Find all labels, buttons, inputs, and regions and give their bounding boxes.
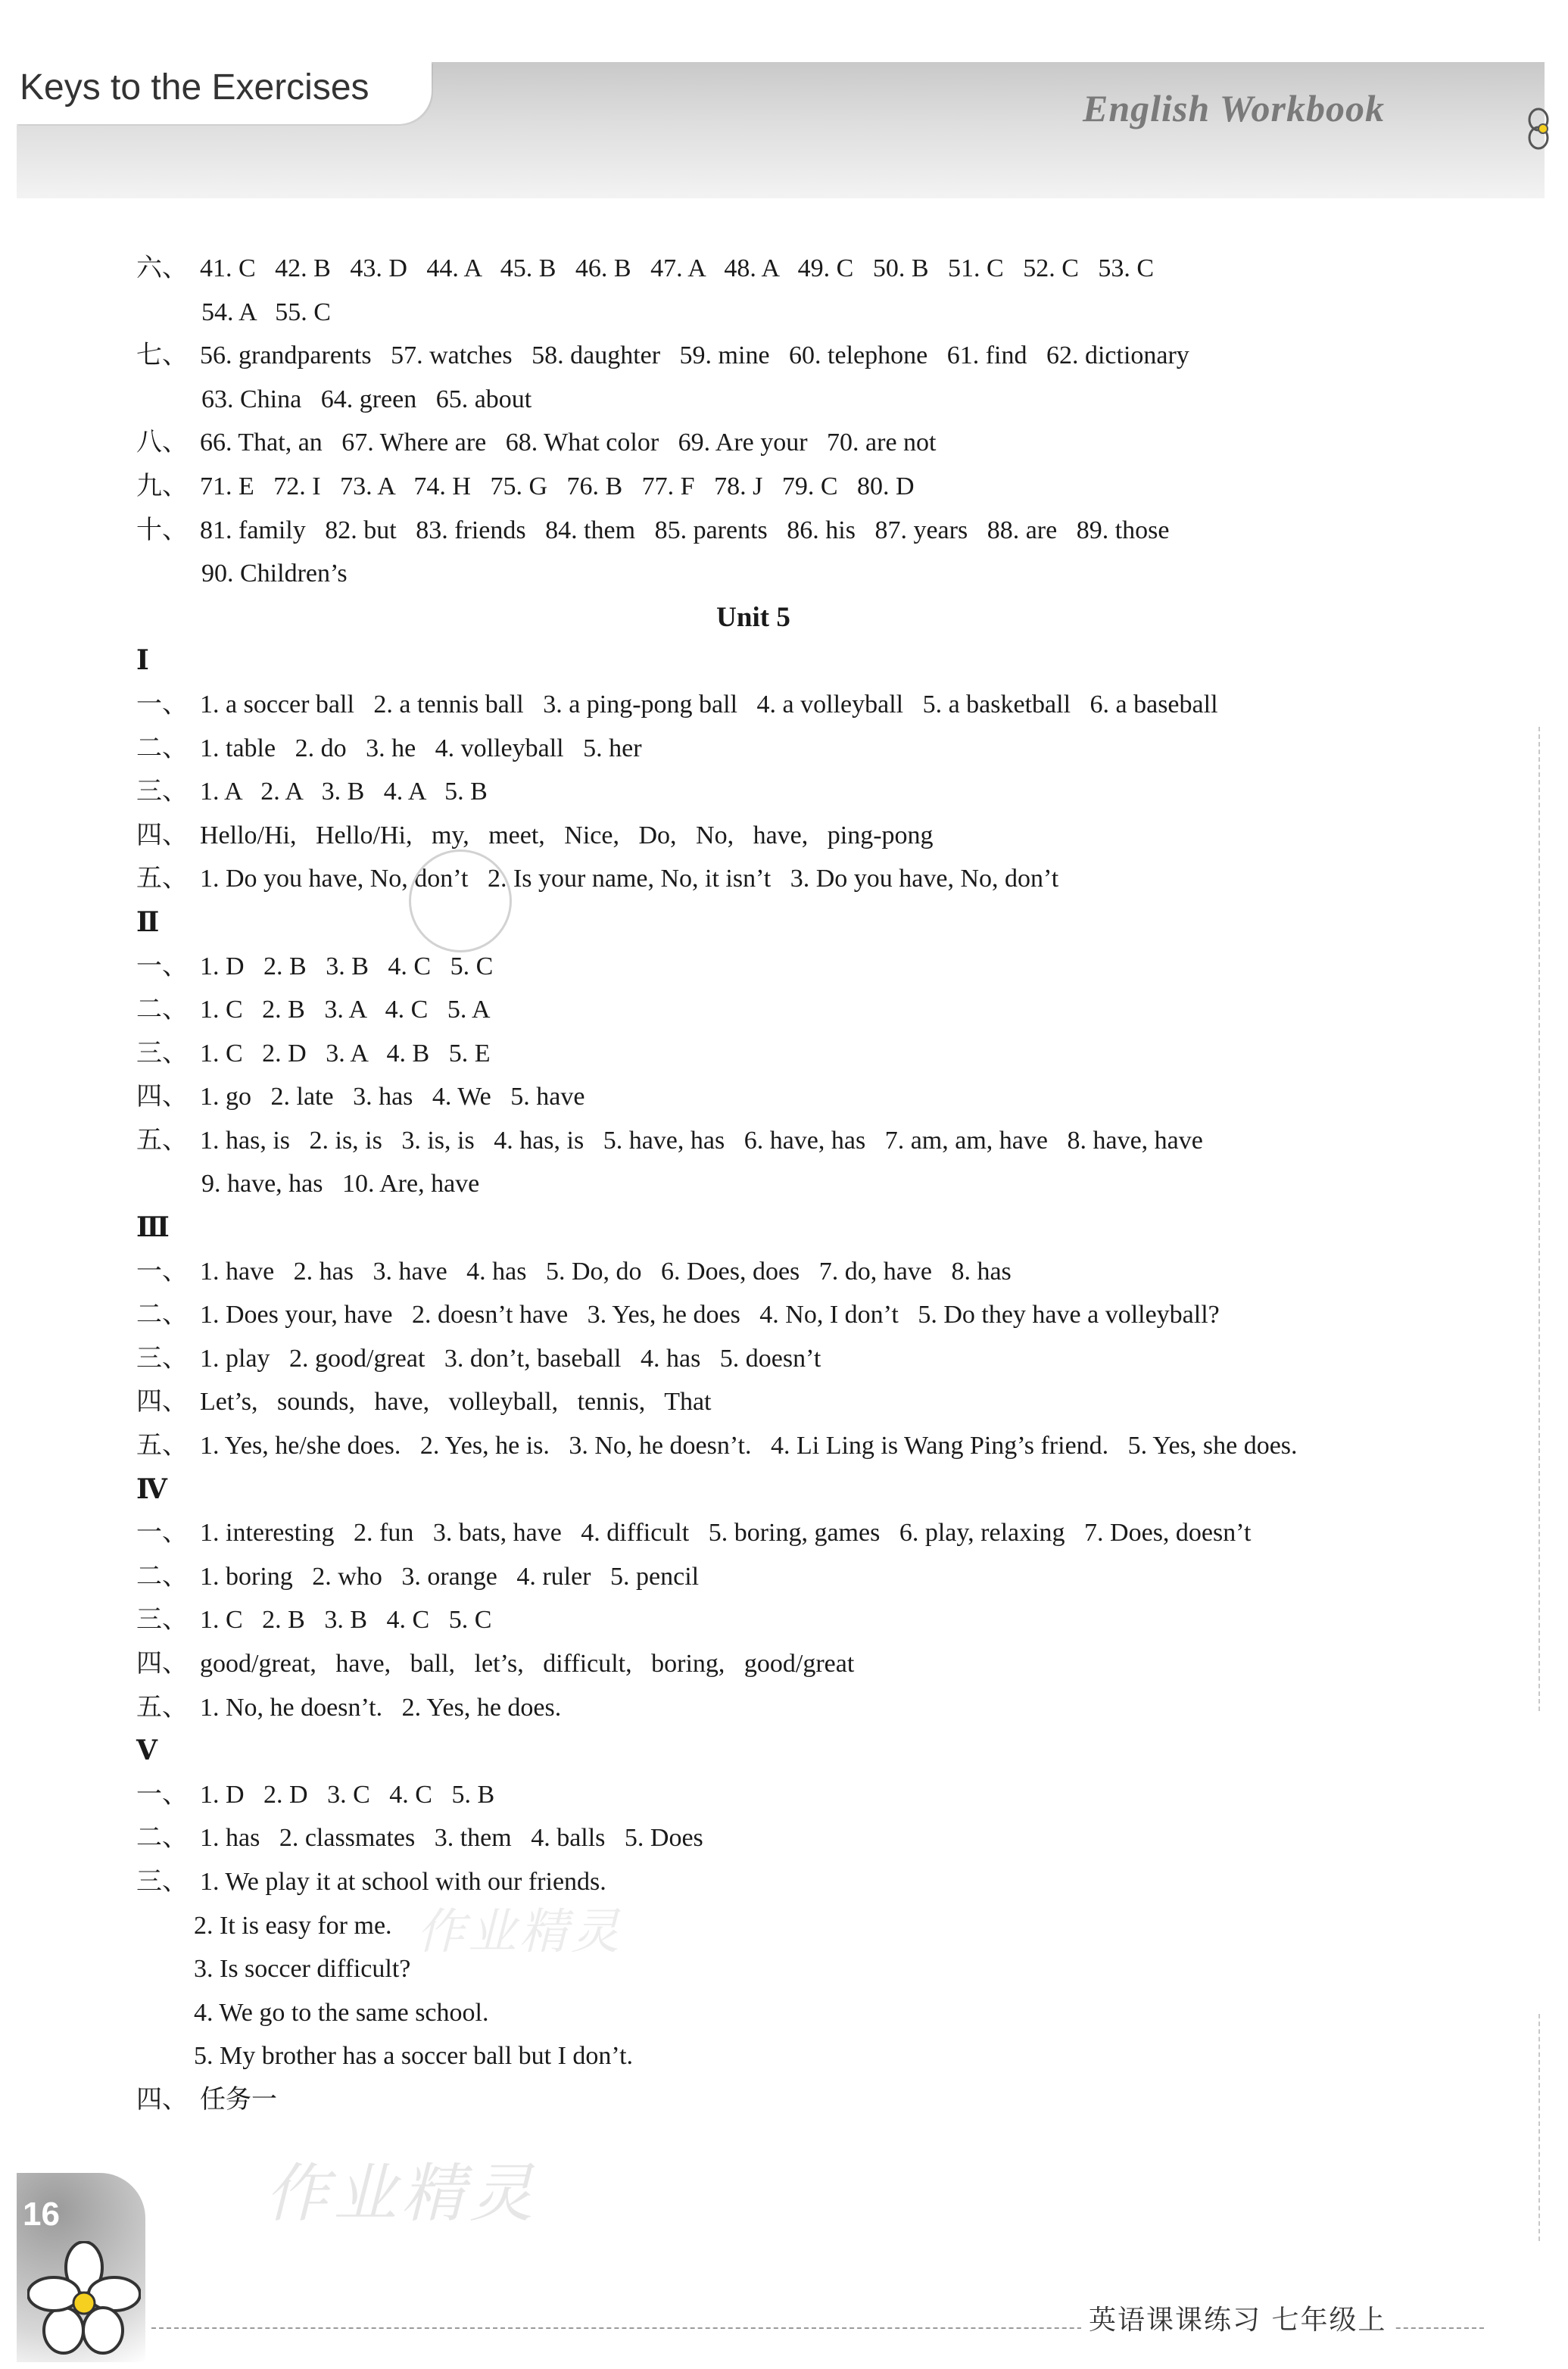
answer-line [136, 465, 1499, 509]
page-header [17, 62, 1545, 198]
answer-text: 1. A 2. A 3. B 4. A 5. B [200, 778, 488, 806]
question-group-label: 四、 [136, 1650, 188, 1678]
answer-text: 1. D 2. B 3. B 4. C 5. C [200, 952, 494, 980]
answer-line [136, 334, 1499, 378]
watermark-stamp [409, 849, 512, 952]
question-group-label: 二、 [136, 1824, 188, 1853]
answer-line [136, 1555, 1499, 1599]
answer-line [136, 683, 1499, 727]
question-group-label: 四、 [136, 2085, 188, 2114]
answer-line [136, 1686, 1499, 1730]
answer-line [136, 727, 1499, 771]
footer-book-title: 英语课课练习 七年级上 [1081, 2299, 1394, 2337]
answer-text: 1. has, is 2. is, is 3. is, is 4. has, is 5. have, has 6. have, has 7. am, am, have 8. have, have [200, 1126, 1203, 1155]
answer-text: 1. We play it at school with our friends. [200, 1867, 606, 1896]
answer-key-content [136, 247, 1499, 2122]
section-numeral: Ⅴ [136, 1735, 157, 1766]
answer-line [136, 857, 1499, 901]
answer-text: 41. C 42. B 43. D 44. A 45. B 46. B 47. A 48. A 49. C 50. B 51. C 52. C 53. C [200, 254, 1155, 282]
answer-line-continued: 54. A 55. C [201, 298, 331, 326]
answer-line [136, 1773, 1499, 1817]
question-group-label: 三、 [136, 1867, 188, 1896]
answer-text: 1. Yes, he/she does. 2. Yes, he is. 3. No, he doesn’t. 4. Li Ling is Wang Ping’s friend. 5. Yes, she does. [200, 1432, 1298, 1460]
question-group-label: 五、 [136, 1126, 188, 1155]
answer-line [136, 1075, 1499, 1119]
answer-line [136, 1860, 1499, 1904]
header-tab [17, 62, 432, 124]
section-numeral: Ⅰ [136, 645, 149, 676]
answer-line-continued: 4. We go to the same school. [194, 1998, 489, 2027]
answer-text: Hello/Hi, Hello/Hi, my, meet, Nice, Do, No, have, ping-pong [200, 821, 934, 849]
answer-line [136, 421, 1499, 465]
answer-text: 1. C 2. B 3. A 4. C 5. A [200, 996, 491, 1024]
question-group-label: 四、 [136, 1388, 188, 1417]
answer-line [136, 1598, 1499, 1642]
answer-text: good/great, have, ball, let’s, difficult, boring, good/great [200, 1650, 855, 1678]
answer-line [136, 945, 1499, 989]
question-group-label: 九、 [136, 472, 188, 500]
answer-line [136, 2078, 1499, 2122]
answer-text: 1. go 2. late 3. has 4. We 5. have [200, 1083, 585, 1111]
answer-text: 1. table 2. do 3. he 4. volleyball 5. her [200, 734, 642, 762]
section-numeral: Ⅲ [136, 1212, 170, 1243]
question-group-label: 四、 [136, 1083, 188, 1111]
question-group-label: 五、 [136, 1432, 188, 1460]
answer-line [136, 247, 1499, 291]
answer-text: 1. D 2. D 3. C 4. C 5. B [200, 1780, 495, 1809]
answer-text: 1. C 2. B 3. B 4. C 5. C [200, 1606, 492, 1635]
question-group-label: 六、 [136, 254, 188, 282]
question-group-label: 二、 [136, 1301, 188, 1329]
answer-text: 1. C 2. D 3. A 4. B 5. E [200, 1039, 491, 1068]
unit-heading: Unit 5 [716, 601, 790, 633]
question-group-label: 五、 [136, 865, 188, 893]
answer-line-continued: 2. It is easy for me. [194, 1911, 392, 1940]
answer-line [136, 1293, 1499, 1337]
question-group-label: 三、 [136, 1606, 188, 1635]
answer-text: 81. family 82. but 83. friends 84. them 85. parents 86. his 87. years 88. are 89. those [200, 516, 1170, 544]
answer-line [136, 1642, 1499, 1686]
question-group-label: 三、 [136, 1344, 188, 1373]
answer-text: Let’s, sounds, have, volleyball, tennis, That [200, 1388, 712, 1417]
answer-line-continued: 90. Children’s [201, 560, 348, 588]
answer-text: 1. Does your, have 2. doesn’t have 3. Yes, he does 4. No, I don’t 5. Do they have a volleyball? [200, 1301, 1220, 1329]
answer-line [136, 1250, 1499, 1294]
question-group-label: 八、 [136, 429, 188, 457]
question-group-label: 二、 [136, 734, 188, 762]
answer-text: 1. No, he doesn’t. 2. Yes, he does. [200, 1693, 562, 1722]
answer-line-continued: 9. have, has 10. Are, have [201, 1170, 480, 1199]
answer-text: 1. Do you have, No, don’t 2. Is your name, No, it isn’t 3. Do you have, No, don’t [200, 865, 1059, 893]
flower-icon [1516, 106, 1549, 151]
answer-text: 71. E 72. I 73. A 74. H 75. G 76. B 77. F 78. J 79. C 80. D [200, 472, 915, 500]
answer-text: 1. interesting 2. fun 3. bats, have 4. difficult 5. boring, games 6. play, relaxing 7. Does, doesn’t [200, 1519, 1252, 1548]
question-group-label: 四、 [136, 821, 188, 849]
question-group-label: 二、 [136, 996, 188, 1024]
question-group-label: 一、 [136, 952, 188, 980]
answer-line-continued: 3. Is soccer difficult? [194, 1955, 411, 1984]
answer-line [136, 770, 1499, 814]
answer-line-continued: 63. China 64. green 65. about [201, 385, 532, 413]
question-group-label: 十、 [136, 516, 188, 544]
margin-dashed-line [1538, 2014, 1540, 2241]
answer-line-continued: 5. My brother has a soccer ball but I don’t. [194, 2042, 634, 2071]
answer-line [136, 1424, 1499, 1468]
answer-line [136, 1032, 1499, 1076]
answer-line [136, 1511, 1499, 1555]
question-group-label: 七、 [136, 341, 188, 370]
page-number: 16 [23, 2196, 60, 2233]
answer-line [136, 1119, 1499, 1163]
answer-line [136, 814, 1499, 858]
flower-icon [27, 2241, 141, 2355]
section-numeral: Ⅳ [136, 1473, 167, 1504]
question-group-label: 三、 [136, 1039, 188, 1068]
answer-text: 1. boring 2. who 3. orange 4. ruler 5. pencil [200, 1562, 700, 1591]
answer-line [136, 1337, 1499, 1381]
answer-text: 1. a soccer ball 2. a tennis ball 3. a ping-pong ball 4. a volleyball 5. a basketball 6. a baseball [200, 690, 1218, 718]
question-group-label: 二、 [136, 1562, 188, 1591]
answer-text: 1. have 2. has 3. have 4. has 5. Do, do 6. Does, does 7. do, have 8. has [200, 1257, 1012, 1286]
answer-text: 1. has 2. classmates 3. them 4. balls 5. Does [200, 1824, 703, 1853]
answer-text: 1. play 2. good/great 3. don’t, baseball 4. has 5. doesn’t [200, 1344, 821, 1373]
question-group-label: 一、 [136, 1257, 188, 1286]
answer-text: 56. grandparents 57. watches 58. daughter 59. mine 60. telephone 61. find 62. dictionary [200, 341, 1189, 370]
header-title: Keys to the Exercises [20, 67, 369, 108]
watermark-text: 作业精灵 [416, 1904, 622, 1960]
answer-line [136, 1816, 1499, 1860]
header-book-title: English Workbook [1083, 87, 1386, 129]
question-group-label: 三、 [136, 778, 188, 806]
answer-line [136, 988, 1499, 1032]
question-group-label: 一、 [136, 690, 188, 718]
margin-dashed-line [1538, 727, 1540, 1711]
question-group-label: 一、 [136, 1780, 188, 1809]
question-group-label: 五、 [136, 1693, 188, 1722]
answer-text: 66. That, an 67. Where are 68. What color 69. Are your 70. are not [200, 429, 937, 457]
answer-line [136, 509, 1499, 553]
answer-line [136, 1380, 1499, 1424]
watermark-text: 作业精灵 [265, 2156, 538, 2230]
answer-text: 任务一 [200, 2085, 277, 2114]
question-group-label: 一、 [136, 1519, 188, 1548]
section-numeral: Ⅱ [136, 906, 160, 937]
